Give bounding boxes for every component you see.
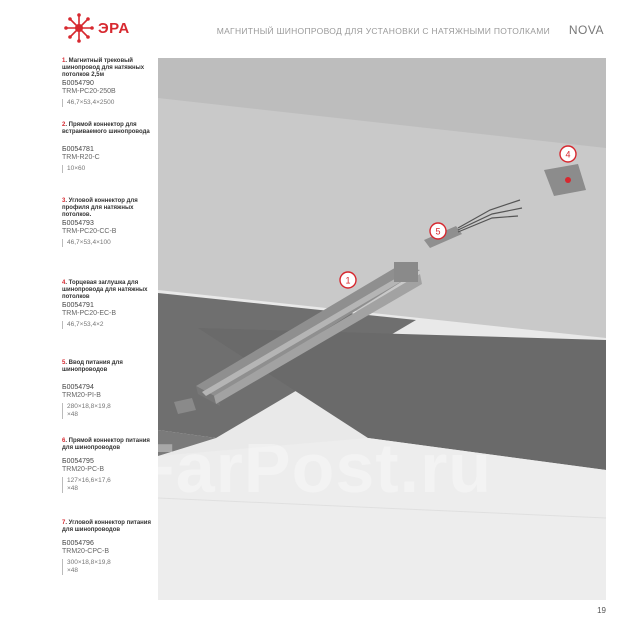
product-model: TRM-PC20-EC-B	[62, 310, 117, 317]
callout-1-label: 1	[345, 275, 351, 286]
product-title: 5. Ввод питания для шинопроводов	[62, 360, 123, 373]
product-model: TRM20-PC-B	[62, 466, 105, 473]
product-title: 2. Прямой коннектор для встраиваемого шинопровода	[62, 122, 150, 135]
product-item-5	[62, 360, 156, 419]
product-code: Б0054794	[62, 384, 94, 391]
watermark: FarPost.ru	[132, 429, 493, 507]
callout-4-label: 4	[565, 149, 571, 160]
header-brand: NOVA	[568, 23, 604, 37]
product-dimensions: 300×18,8×19,8 ×48	[62, 559, 156, 575]
product-code: Б0054781	[62, 146, 94, 153]
page-number: 19	[597, 606, 606, 615]
callout-5-label: 5	[435, 226, 441, 237]
product-title: 4. Торцевая заглушка для шинопровода для натяжных потолков	[62, 280, 148, 300]
product-dimensions: 127×16,6×17,6 ×48	[62, 477, 156, 493]
product-item-3	[62, 198, 156, 247]
product-code: Б0054795	[62, 458, 94, 465]
product-dimensions: 46,7×53,4×2	[62, 321, 156, 329]
product-item-1	[62, 58, 156, 107]
product-model: TRM-PC20-250B	[62, 88, 116, 95]
era-logo-icon	[64, 13, 94, 43]
product-code: Б0054796	[62, 540, 94, 547]
product-code: Б0054791	[62, 302, 94, 309]
product-model: TRM-PC20-CC-B	[62, 228, 117, 235]
product-code: Б0054793	[62, 220, 94, 227]
rail-bracket	[394, 262, 418, 282]
product-title: 3. Угловой коннектор для профиля для натяжных потолков.	[62, 198, 138, 218]
product-dimensions: 10×60	[62, 165, 156, 173]
product-model: TRM20-PI-B	[62, 392, 101, 399]
product-code: Б0054790	[62, 80, 94, 87]
product-title: 6. Прямой коннектор питания для шинопроводов	[62, 438, 150, 451]
product-dimensions: 46,7×53,4×2500	[62, 99, 156, 107]
product-dimensions: 280×18,8×19,8 ×48	[62, 403, 156, 419]
ceiling-scene	[158, 58, 606, 600]
logo-text: ЭРА	[98, 19, 130, 37]
end-cap-logo-icon	[565, 177, 571, 183]
installation-illustration	[158, 58, 606, 600]
product-title: 7. Угловой коннектор питания для шинопроводов	[62, 520, 151, 533]
product-list	[62, 58, 156, 598]
product-title: 1. Магнитный трековый шинопровод для натяжных потолков 2,5м	[62, 58, 145, 78]
product-item-7	[62, 520, 156, 575]
era-logo	[64, 10, 164, 46]
page-header	[0, 0, 640, 52]
product-item-4	[62, 280, 156, 329]
header-title: МАГНИТНЫЙ ШИНОПРОВОД ДЛЯ УСТАНОВКИ С НАТЯЖНЫМИ ПОТОЛКАМИ	[216, 26, 550, 36]
product-item-2	[62, 122, 156, 173]
product-dimensions: 46,7×53,4×100	[62, 239, 156, 247]
product-model: TRM20-CPC-B	[62, 548, 110, 555]
product-model: TRM-R20-C	[62, 154, 100, 161]
